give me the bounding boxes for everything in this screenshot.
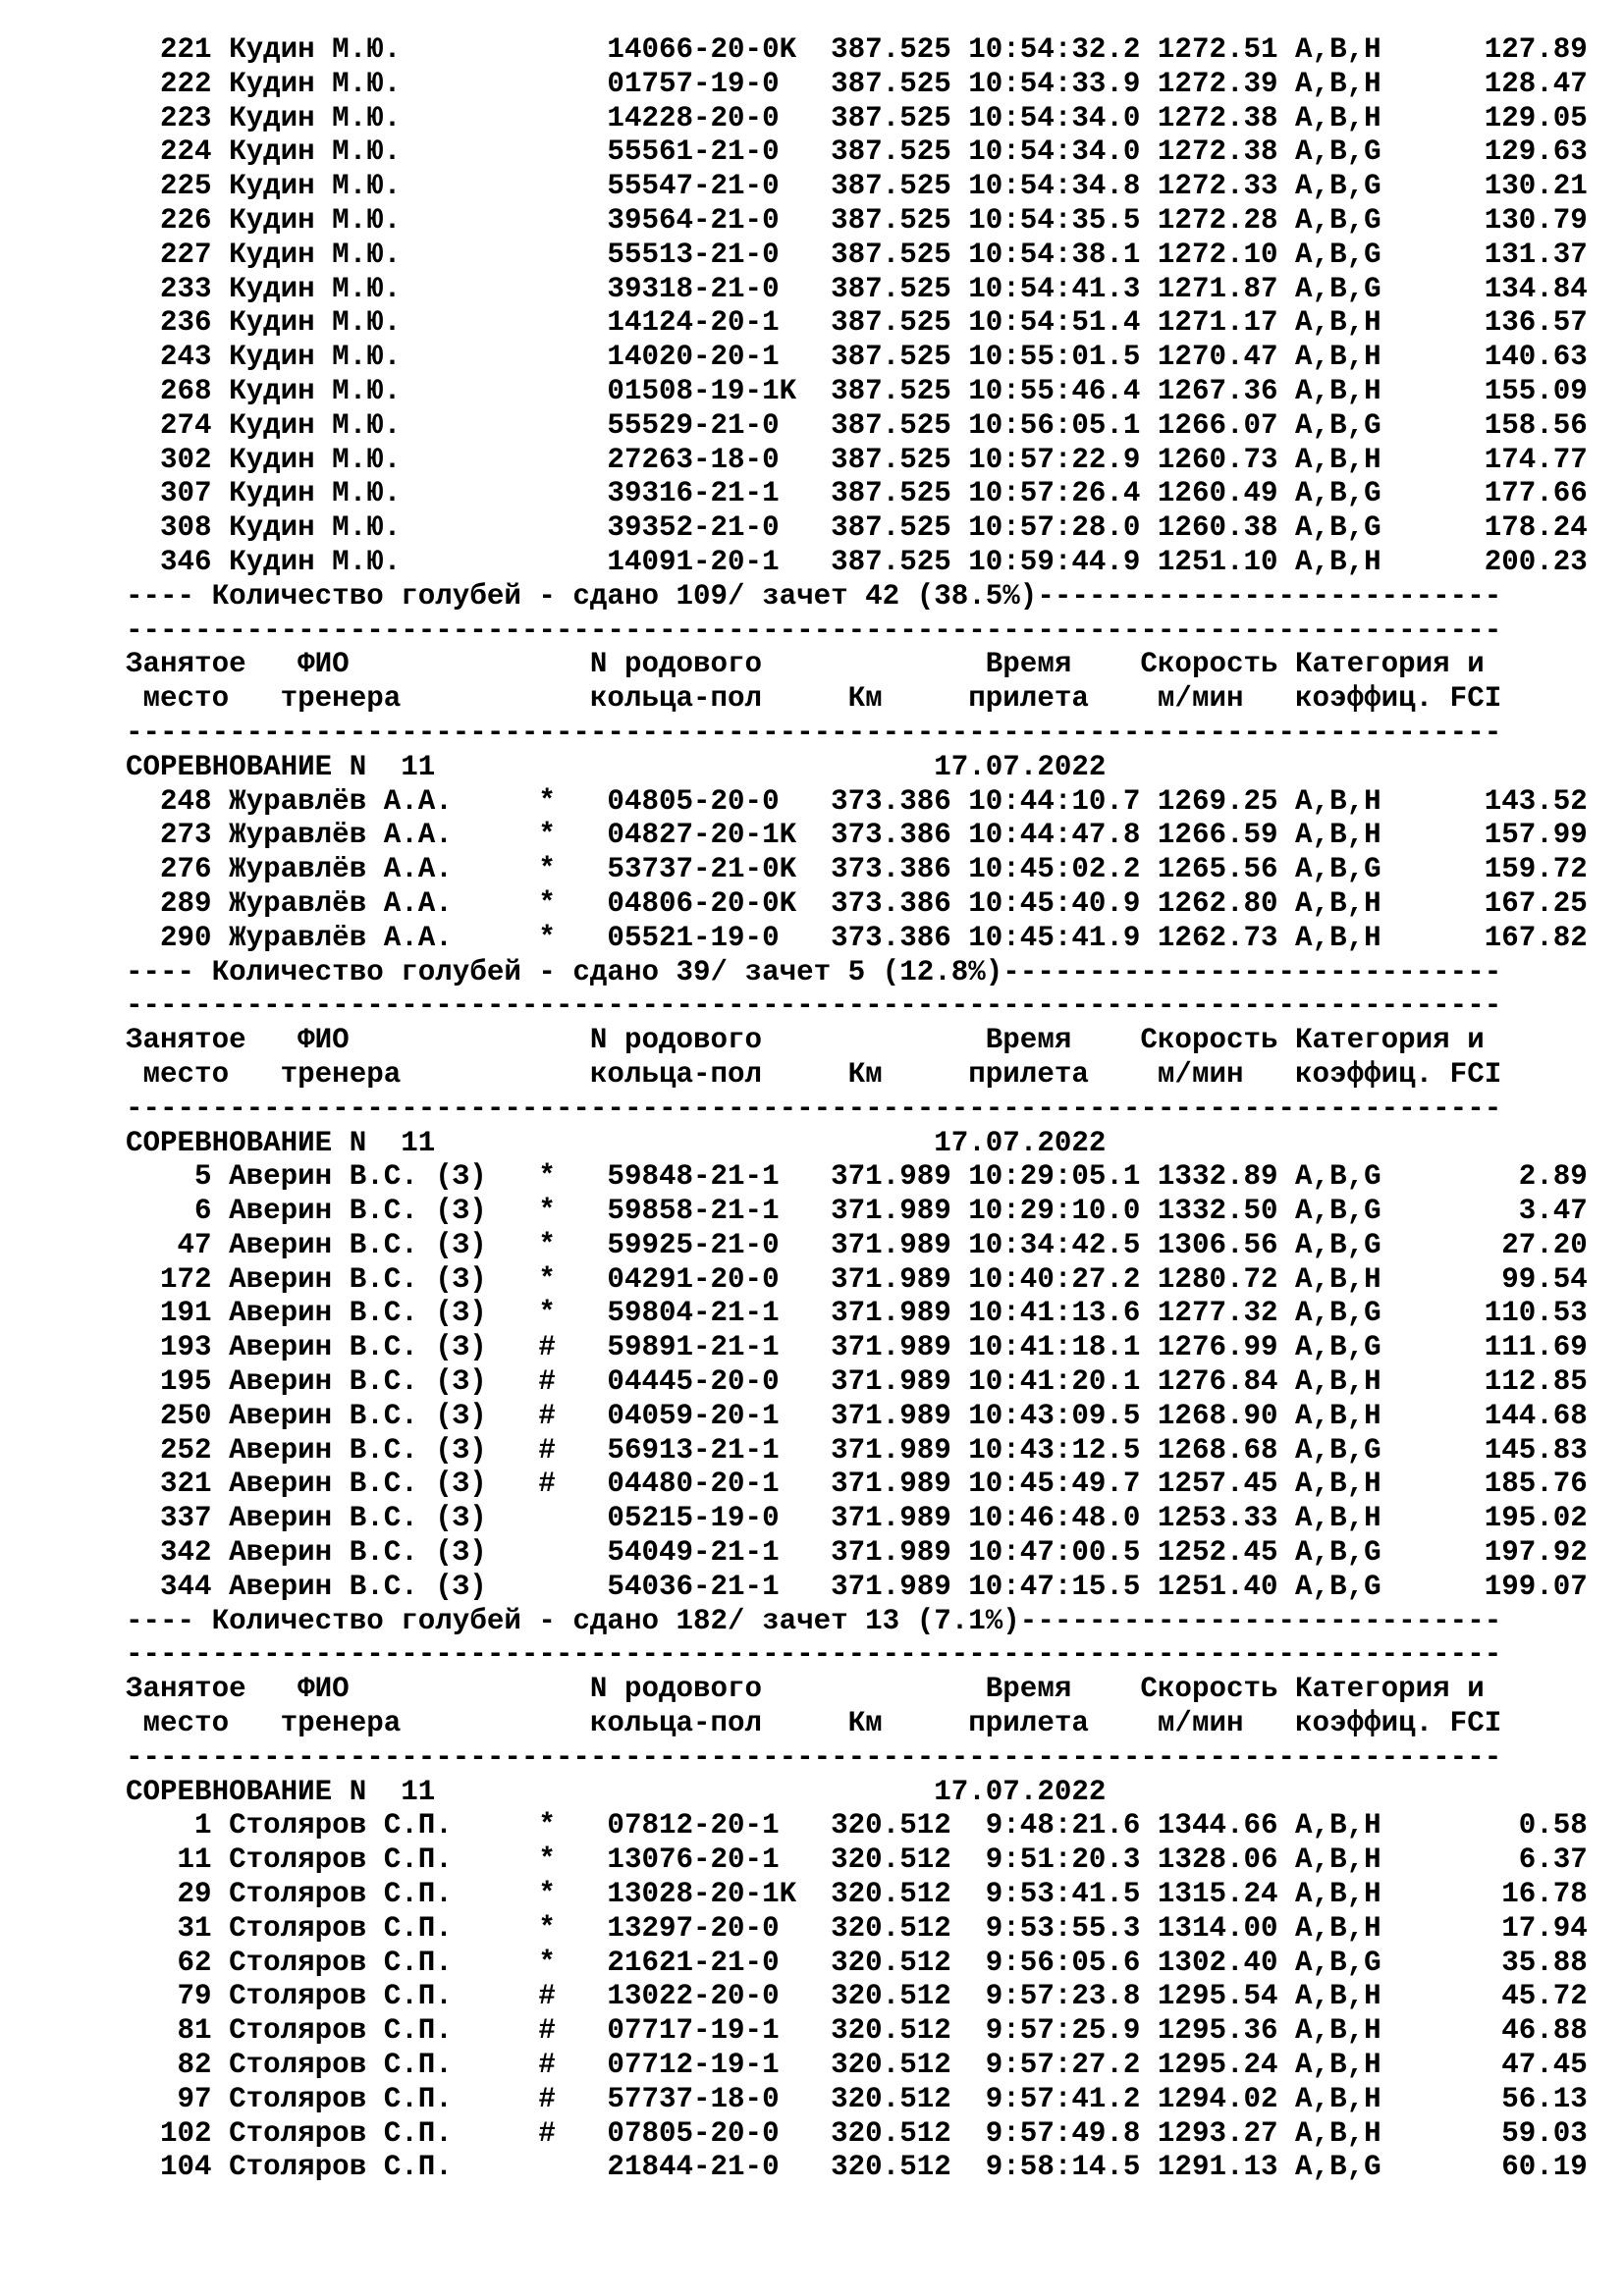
text-line: 250 Аверин В.С. (З) # 04059-20-1 371.989 10:43:09.5 1268.90 A,B,H 144.68 [126, 1399, 1588, 1432]
text-line: СОРЕВНОВАНИЕ N 11 17.07.2022 [126, 750, 1107, 783]
text-line: 224 Кудин М.Ю. 55561-21-0 387.525 10:54:34.0 1272.38 A,B,G 129.63 [126, 135, 1588, 169]
text-line: 31 Столяров С.П. * 13297-20-0 320.512 9:53:55.3 1314.00 A,B,H 17.94 [126, 1911, 1588, 1945]
text-line: -------------------------------------------------------------------------------- [126, 1092, 1502, 1125]
text-line: 223 Кудин М.Ю. 14228-20-0 387.525 10:54:34.0 1272.38 A,B,H 129.05 [126, 101, 1588, 134]
text-line: 274 Кудин М.Ю. 55529-21-0 387.525 10:56:05.1 1266.07 A,B,G 158.56 [126, 408, 1588, 442]
text-line: 193 Аверин В.С. (З) # 59891-21-1 371.989 10:41:18.1 1276.99 A,B,G 111.69 [126, 1331, 1588, 1364]
text-line: -------------------------------------------------------------------------------- [126, 614, 1502, 647]
text-line: 104 Столяров С.П. 21844-21-0 320.512 9:58:14.5 1291.13 A,B,G 60.19 [126, 2151, 1588, 2184]
text-line: 1 Столяров С.П. * 07812-20-1 320.512 9:48:21.6 1344.66 A,B,H 0.58 [126, 1809, 1588, 1842]
text-line: 225 Кудин М.Ю. 55547-21-0 387.525 10:54:34.8 1272.33 A,B,G 130.21 [126, 170, 1588, 203]
text-line: 252 Аверин В.С. (З) # 56913-21-1 371.989 10:43:12.5 1268.68 A,B,G 145.83 [126, 1433, 1588, 1467]
text-line: 243 Кудин М.Ю. 14020-20-1 387.525 10:55:01.5 1270.47 A,B,H 140.63 [126, 341, 1588, 374]
text-line: 191 Аверин В.С. (З) * 59804-21-1 371.989 10:41:13.6 1277.32 A,B,G 110.53 [126, 1297, 1588, 1330]
text-line: Занятое ФИО N родового Время Скорость Категория и [126, 1673, 1485, 1706]
text-line: 81 Столяров С.П. # 07717-19-1 320.512 9:57:25.9 1295.36 A,B,H 46.88 [126, 2014, 1588, 2048]
text-line: 268 Кудин М.Ю. 01508-19-1K 387.525 10:55:46.4 1267.36 A,B,H 155.09 [126, 374, 1588, 407]
text-line: Занятое ФИО N родового Время Скорость Категория и [126, 1024, 1485, 1057]
text-line: СОРЕВНОВАНИЕ N 11 17.07.2022 [126, 1775, 1107, 1808]
text-line: 29 Столяров С.П. * 13028-20-1K 320.512 9:53:41.5 1315.24 A,B,H 16.78 [126, 1878, 1588, 1911]
text-line: СОРЕВНОВАНИЕ N 11 17.07.2022 [126, 1126, 1107, 1159]
text-line: -------------------------------------------------------------------------------- [126, 1638, 1502, 1672]
text-line: 273 Журавлёв А.А. * 04827-20-1K 373.386 10:44:47.8 1266.59 A,B,H 157.99 [126, 819, 1588, 852]
text-line: 97 Столяров С.П. # 57737-18-0 320.512 9:57:41.2 1294.02 A,B,H 56.13 [126, 2082, 1588, 2115]
text-line: 307 Кудин М.Ю. 39316-21-1 387.525 10:57:26.4 1260.49 A,B,G 177.66 [126, 477, 1588, 510]
text-line: -------------------------------------------------------------------------------- [126, 1740, 1502, 1774]
text-line: ---- Количество голубей - сдано 39/ зачет 5 (12.8%)----------------------------- [126, 955, 1502, 988]
text-line: 302 Кудин М.Ю. 27263-18-0 387.525 10:57:22.9 1260.73 A,B,H 174.77 [126, 443, 1588, 476]
text-line: Занятое ФИО N родового Время Скорость Категория и [126, 648, 1485, 681]
text-line: 289 Журавлёв А.А. * 04806-20-0K 373.386 10:45:40.9 1262.80 A,B,H 167.25 [126, 886, 1588, 920]
text-line: 227 Кудин М.Ю. 55513-21-0 387.525 10:54:38.1 1272.10 A,B,G 131.37 [126, 238, 1588, 271]
text-line: 236 Кудин М.Ю. 14124-20-1 387.525 10:54:51.4 1271.17 A,B,H 136.57 [126, 306, 1588, 340]
text-line: 221 Кудин М.Ю. 14066-20-0K 387.525 10:54:32.2 1272.51 A,B,H 127.89 [126, 33, 1588, 66]
text-line: 47 Аверин В.С. (З) * 59925-21-0 371.989 10:34:42.5 1306.56 A,B,G 27.20 [126, 1228, 1588, 1261]
text-line: -------------------------------------------------------------------------------- [126, 716, 1502, 749]
text-line: 276 Журавлёв А.А. * 53737-21-0K 373.386 10:45:02.2 1265.56 A,B,G 159.72 [126, 853, 1588, 886]
text-line: место тренера кольца-пол Км прилета м/мин коэффиц. FCI [126, 682, 1502, 716]
text-line: -------------------------------------------------------------------------------- [126, 989, 1502, 1023]
text-line: ---- Количество голубей - сдано 182/ зачет 13 (7.1%)---------------------------- [126, 1604, 1502, 1637]
text-line: 290 Журавлёв А.А. * 05521-19-0 373.386 10:45:41.9 1262.73 A,B,H 167.82 [126, 921, 1588, 954]
text-line: 346 Кудин М.Ю. 14091-20-1 387.525 10:59:44.9 1251.10 A,B,H 200.23 [126, 545, 1588, 578]
results-document [126, 33, 1598, 2185]
text-line: 11 Столяров С.П. * 13076-20-1 320.512 9:51:20.3 1328.06 A,B,H 6.37 [126, 1843, 1588, 1877]
text-line: 102 Столяров С.П. # 07805-20-0 320.512 9:57:49.8 1293.27 A,B,H 59.03 [126, 2116, 1588, 2150]
text-line: 6 Аверин В.С. (З) * 59858-21-1 371.989 10:29:10.0 1332.50 A,B,G 3.47 [126, 1195, 1588, 1228]
text-line: 62 Столяров С.П. * 21621-21-0 320.512 9:56:05.6 1302.40 A,B,G 35.88 [126, 1946, 1588, 1979]
text-line: 195 Аверин В.С. (З) # 04445-20-0 371.989 10:41:20.1 1276.84 A,B,H 112.85 [126, 1365, 1588, 1399]
text-line: 248 Журавлёв А.А. * 04805-20-0 373.386 10:44:10.7 1269.25 A,B,H 143.52 [126, 784, 1588, 818]
text-line: 226 Кудин М.Ю. 39564-21-0 387.525 10:54:35.5 1272.28 A,B,G 130.79 [126, 203, 1588, 237]
text-line: 222 Кудин М.Ю. 01757-19-0 387.525 10:54:33.9 1272.39 A,B,H 128.47 [126, 67, 1588, 100]
text-line: 342 Аверин В.С. (З) 54049-21-1 371.989 10:47:00.5 1252.45 A,B,G 197.92 [126, 1536, 1588, 1570]
text-line: ---- Количество голубей - сдано 109/ зачет 42 (38.5%)--------------------------- [126, 579, 1502, 613]
text-line: место тренера кольца-пол Км прилета м/мин коэффиц. FCI [126, 1057, 1502, 1091]
text-line: 5 Аверин В.С. (З) * 59848-21-1 371.989 10:29:05.1 1332.89 A,B,G 2.89 [126, 1160, 1588, 1194]
text-line: 233 Кудин М.Ю. 39318-21-0 387.525 10:54:41.3 1271.87 A,B,G 134.84 [126, 272, 1588, 305]
text-line: 172 Аверин В.С. (З) * 04291-20-0 371.989 10:40:27.2 1280.72 A,B,H 99.54 [126, 1262, 1588, 1296]
text-line: 344 Аверин В.С. (З) 54036-21-1 371.989 10:47:15.5 1251.40 A,B,G 199.07 [126, 1570, 1588, 1603]
text-line: место тренера кольца-пол Км прилета м/мин коэффиц. FCI [126, 1707, 1502, 1740]
text-line: 308 Кудин М.Ю. 39352-21-0 387.525 10:57:28.0 1260.38 A,B,G 178.24 [126, 511, 1588, 545]
text-line: 82 Столяров С.П. # 07712-19-1 320.512 9:57:27.2 1295.24 A,B,H 47.45 [126, 2049, 1588, 2082]
text-line: 337 Аверин В.С. (З) 05215-19-0 371.989 10:46:48.0 1253.33 A,B,H 195.02 [126, 1502, 1588, 1535]
text-line: 79 Столяров С.П. # 13022-20-0 320.512 9:57:23.8 1295.54 A,B,H 45.72 [126, 1980, 1588, 2013]
text-line: 321 Аверин В.С. (З) # 04480-20-1 371.989 10:45:49.7 1257.45 A,B,H 185.76 [126, 1468, 1588, 1501]
